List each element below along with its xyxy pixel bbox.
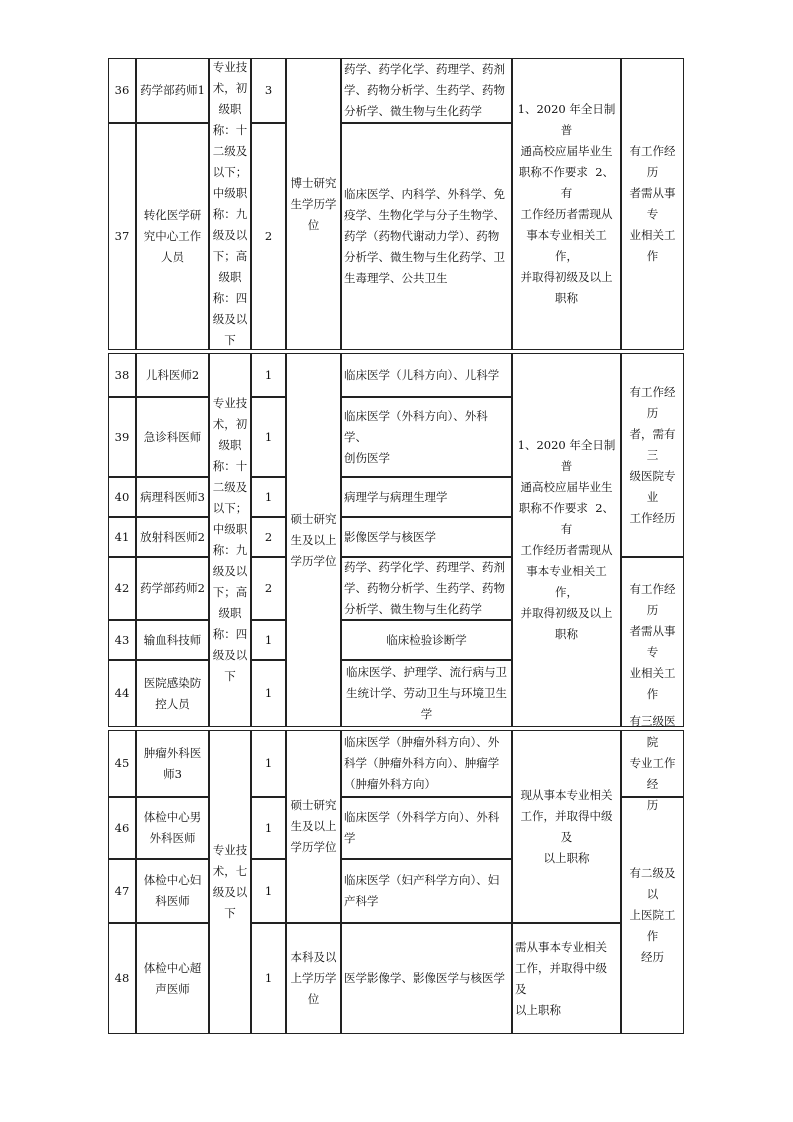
- row-42-no: 42: [108, 557, 136, 620]
- row-36-post: 药学部药师1: [136, 58, 209, 123]
- row-45-post: 肿瘤外科医 师3: [136, 730, 209, 797]
- row-38-post: 儿科医师2: [136, 353, 209, 397]
- row-44-no: 44: [108, 660, 136, 727]
- row-38-major: 临床医学（儿科方向）、儿科学: [341, 353, 512, 397]
- row-40-post: 病理科医师3: [136, 477, 209, 517]
- row-39-count: 1: [251, 397, 286, 477]
- row-46-major: 临床医学（外科学方向）、外科 学: [341, 797, 512, 859]
- row-45-major: 临床医学（肿瘤外科方向）、外 科学（肿瘤外科方向）、肿瘤学 （肿瘤外科方向）: [341, 730, 512, 797]
- experience-e: 有二级及以 上医院工作 经历: [621, 797, 684, 1034]
- row-44-count: 1: [251, 660, 286, 727]
- row-43-count: 1: [251, 620, 286, 660]
- row-39-major: 临床医学（外科方向）、外科学、 创伤医学: [341, 397, 512, 477]
- row-37-major: 临床医学、内科学、外科学、免 疫学、生物化学与分子生物学、 药学（药物代谢动力学）、药物 分析学、微生物与生化药学、卫 生毒理学、公共卫生: [341, 123, 512, 350]
- row-45-no: 45: [108, 730, 136, 797]
- row-44-post: 医院感染防 控人员: [136, 660, 209, 727]
- row-36-count: 3: [251, 58, 286, 123]
- row-41-post: 放射科医师2: [136, 517, 209, 557]
- education-master-b: 硕士研究 生及以上 学历学位: [286, 730, 341, 923]
- row-40-no: 40: [108, 477, 136, 517]
- row-36-major: 药学、药学化学、药理学、药剂 学、药物分析学、生药学、药物 分析学、微生物与生化药学: [341, 58, 512, 123]
- row-37-no: 37: [108, 123, 136, 350]
- row-42-major: 药学、药学化学、药理学、药剂 学、药物分析学、生药学、药物 分析学、微生物与生化药学: [341, 557, 512, 620]
- row-40-count: 1: [251, 477, 286, 517]
- row-39-post: 急诊科医师: [136, 397, 209, 477]
- row-38-count: 1: [251, 353, 286, 397]
- title-requirement-a: 专业技 术，初 级职 称：十 二级及 以下； 中级职 称：九 级及以 下；高 级职 称：四 级及以 下: [209, 58, 251, 350]
- row-47-count: 1: [251, 859, 286, 923]
- row-48-post: 体检中心超 声医师: [136, 923, 209, 1034]
- experience-b: 有工作经历 者，需有三 级医院专业 工作经历: [621, 353, 684, 557]
- row-43-no: 43: [108, 620, 136, 660]
- row-48-no: 48: [108, 923, 136, 1034]
- education-bachelor: 本科及以 上学历学 位: [286, 923, 341, 1034]
- other-requirement-c: 现从事本专业相关 工作，并取得中级及 以上职称: [512, 730, 621, 923]
- row-41-no: 41: [108, 517, 136, 557]
- other-requirement-b: 1、2020 年全日制普 通高校应届毕业生 职称不作要求 2、有 工作经历者需现从 事本专业相关工作， 并取得初级及以上 职称: [512, 353, 621, 727]
- row-42-count: 2: [251, 557, 286, 620]
- row-47-no: 47: [108, 859, 136, 923]
- row-42-post: 药学部药师2: [136, 557, 209, 620]
- row-44-major: 临床医学、护理学、流行病与卫 生统计学、劳动卫生与环境卫生 学: [341, 660, 512, 727]
- row-45-count: 1: [251, 730, 286, 797]
- row-39-no: 39: [108, 397, 136, 477]
- experience-a: 有工作经历 者需从事专 业相关工作: [621, 58, 684, 350]
- row-41-major: 影像医学与核医学: [341, 517, 512, 557]
- row-36-no: 36: [108, 58, 136, 123]
- row-47-major: 临床医学（妇产科学方向）、妇 产科学: [341, 859, 512, 923]
- row-37-count: 2: [251, 123, 286, 350]
- title-requirement-b: 专业技 术，初 级职 称：十 二级及 以下； 中级职 称：九 级及以 下；高 级职 称：四 级及以 下: [209, 353, 251, 727]
- title-requirement-c: 专业技 术，七 级及以 下: [209, 730, 251, 1034]
- experience-c: 有工作经历 者需从事专 业相关工作: [621, 557, 684, 727]
- row-48-major: 医学影像学、影像医学与核医学: [341, 923, 512, 1034]
- row-48-count: 1: [251, 923, 286, 1034]
- experience-d: 有三级医院 专业工作经 历: [621, 730, 684, 797]
- row-43-post: 输血科技师: [136, 620, 209, 660]
- education-master-a: 硕士研究 生及以上 学历学位: [286, 353, 341, 727]
- row-40-major: 病理学与病理生理学: [341, 477, 512, 517]
- row-46-post: 体检中心男 外科医师: [136, 797, 209, 859]
- row-38-no: 38: [108, 353, 136, 397]
- row-46-count: 1: [251, 797, 286, 859]
- row-37-post: 转化医学研 究中心工作 人员: [136, 123, 209, 350]
- other-requirement-a: 1、2020 年全日制普 通高校应届毕业生 职称不作要求 2、有 工作经历者需现从 事本专业相关工作， 并取得初级及以上 职称: [512, 58, 621, 350]
- row-41-count: 2: [251, 517, 286, 557]
- row-46-no: 46: [108, 797, 136, 859]
- education-phd: 博士研究 生学历学 位: [286, 58, 341, 350]
- other-requirement-d: 需从事本专业相关 工作，并取得中级及 以上职称: [512, 923, 621, 1034]
- row-43-major: 临床检验诊断学: [341, 620, 512, 660]
- row-47-post: 体检中心妇 科医师: [136, 859, 209, 923]
